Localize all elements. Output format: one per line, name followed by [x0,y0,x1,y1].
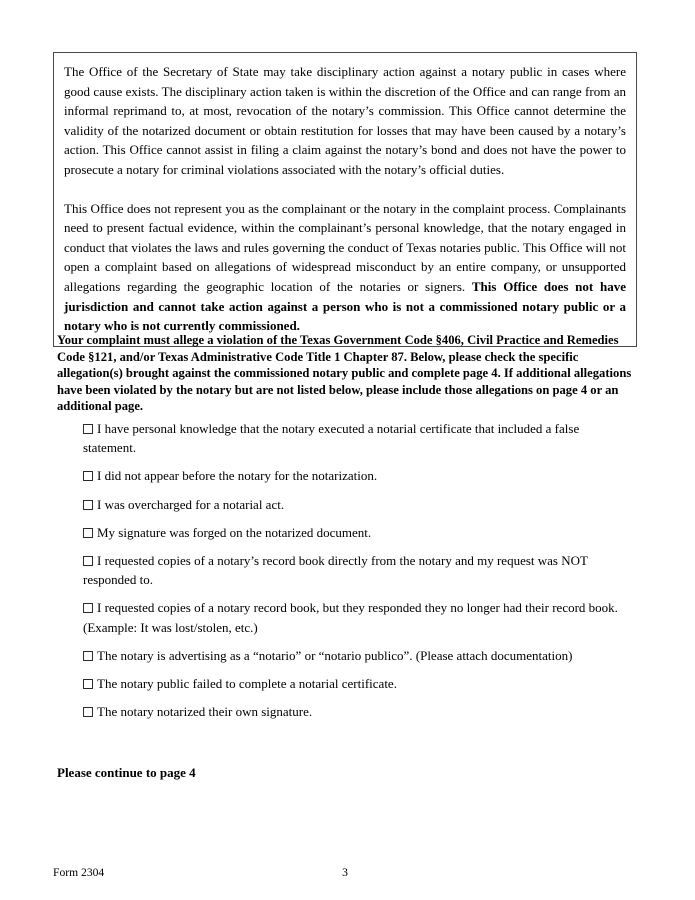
allegation-label: I requested copies of a notary record book, but they responded they no longer had their record book. (Example: It was lost/stolen, etc.) [83,600,618,635]
checkbox-icon[interactable] [83,500,93,510]
checkbox-icon[interactable] [83,679,93,689]
allegation-label: I requested copies of a notary’s record book directly from the notary and my request was NOT responded to. [83,553,588,588]
allegation-item-1[interactable] [83,419,633,457]
allegation-item-2[interactable] [83,466,633,485]
notice-paragraph-1: The Office of the Secretary of State may take disciplinary action against a notary public in cases where good cause exists. The disciplinary action taken is within the discretion of the Office and can range from an informal reprimand to, at most, revocation of the notary’s commission. This Office cannot determine the validity of the notarized document or obtain restitution for losses that may have been caused by a notary’s action. This Office cannot assist in filing a claim against the notary’s bond and does not have the power to prosecute a notary for criminal violations associated with the notary’s official duties. [64,64,626,177]
allegation-checklist [83,419,633,721]
allegation-item-8[interactable] [83,674,633,693]
allegation-label: I did not appear before the notary for the notarization. [97,468,378,484]
notice-paragraph-2-bold: This Office does not have jurisdiction and cannot take action against a person who is not a commissioned notary public or a notary who is not currently commissioned. [64,278,626,334]
allegation-label: The notary public failed to complete a notarial certificate. [97,676,397,692]
checkbox-icon[interactable] [83,424,93,434]
allegation-item-3[interactable] [83,495,633,514]
checkbox-icon[interactable] [83,528,93,538]
allegation-item-7[interactable] [83,646,633,665]
allegation-item-5[interactable] [83,551,633,589]
notice-paragraph-2-regular: This Office does not represent you as the complainant or the notary in the complaint process. Complainants need to present factual evidence, within the complainant’s personal knowledge, that the notary engaged in conduct that violates the laws and rules governing the conduct of Texas notaries public. This Office will not open a complaint based on allegations of widespread misconduct by an entire company, or unsupported allegations regarding the geographic location of the notaries or signers. [64,200,626,294]
allegation-label: I have personal knowledge that the notary executed a notarial certificate that included a false statement. [83,421,580,456]
allegation-item-6[interactable] [83,598,633,636]
instructions-paragraph: Your complaint must allege a violation of the Texas Government Code §406, Civil Practice and Remedies Code §121, and/or Texas Administrative Code Title 1 Chapter 87. Below, please check the specific allegation(s) brought against the commissioned notary public and complete page 4. If additional allegations have been violated by the notary but are not listed below, please include those allegations on page 4 or an additional page. [57,333,632,414]
allegation-item-9[interactable] [83,702,633,721]
notice-paragraph-2 [64,199,626,336]
footer-form-number: Form 2304 [53,866,105,879]
continue-note: Please continue to page 4 [57,765,196,780]
allegation-label: The notary notarized their own signature. [97,704,313,720]
allegation-label: My signature was forged on the notarized document. [97,524,372,540]
notice-box [53,52,637,347]
allegation-label: I was overcharged for a notarial act. [97,496,285,512]
checkbox-icon[interactable] [83,603,93,613]
allegation-item-4[interactable] [83,523,633,542]
checkbox-icon[interactable] [83,651,93,661]
page-footer [53,866,637,882]
checkbox-icon[interactable] [83,471,93,481]
footer-page-number: 3 [342,866,348,879]
allegation-label: The notary is advertising as a “notario” or “notario publico”. (Please attach documentation) [97,647,573,663]
checkbox-icon[interactable] [83,707,93,717]
checkbox-icon[interactable] [83,556,93,566]
